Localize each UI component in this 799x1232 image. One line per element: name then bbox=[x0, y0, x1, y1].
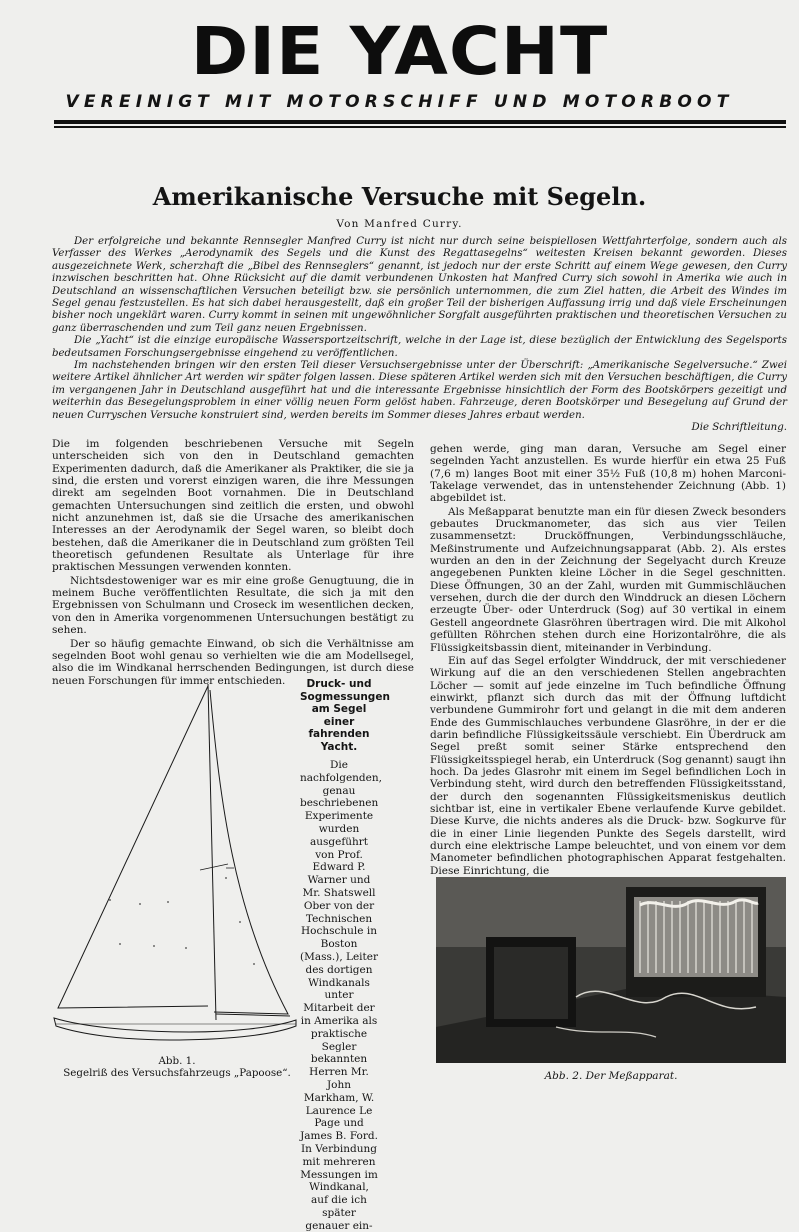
body-paragraph: Die im folgenden beschriebenen Versuche mit Segeln unterscheiden sich von den in Deutschland gemachten Experimenten dadurch, daß die Amerikaner als Praktiker, die sie ja sind, die ersten und vorerst einzigen waren, die ihre Messungen direkt am segelnden Boot vornahmen. Die in Deutschland gemachten Untersuchungen sind zeitlich die ersten, und obwohl nicht anzunehmen ist, daß sie die Ursache des amerikanischen Interesses an der Aerodynamik der Segel waren, so bleibt doch bestehen, daß die Amerikaner die in Deutschland zum größten Teil theoretisch gefundenen Resultate als Unterlage für ihre praktischen Messungen verwenden konnten. bbox=[52, 438, 414, 574]
article-byline: Von Manfred Curry. bbox=[336, 218, 463, 230]
figure2-caption: Abb. 2. Der Meßapparat. bbox=[544, 1070, 678, 1082]
body-paragraph: Der so häufig gemachte Einwand, ob sich die Verhältnisse am segelnden Boot wohl genau so verhielten wie die am Modellsegel, also die im Windkanal herrschenden Bedingungen, ist durch diese neuen Forschungen für immer entschieden. bbox=[52, 637, 414, 687]
body-paragraph: Als Meßapparat benutzte man ein für diesen Zweck besonders gebautes Druckmanometer, das sich aus vier Teilen zusammensetzt: Drucköffnungen, Verbindungsschläuche, Meßinstrumente und Aufzeichnungsapparat (Abb. 2). Als erstes wurden an den in der Zeichnung der Segelyacht durch Kreuze angegebenen Punkten kleine Löcher in die Segel geschnitten. Diese Öffnungen, 30 an der Zahl, wurden mit Gummischläuchen versehen, durch die der durch den Winddruck an diesen Löchern erzeugte Über- oder Unterdruck (Sog) auf 30 vertikal in einem Gestell angeordnete Glasröhren übertragen wird. Die mit Alkohol gefüllten Röhrchen stehen durch eine Horizontalröhre, die als Flüssigkeitsbassin dient, miteinander in Verbindung. bbox=[430, 505, 786, 654]
masthead-rule-thin bbox=[54, 126, 786, 128]
masthead bbox=[0, 14, 799, 90]
intro-paragraph: Die „Yacht“ ist die einzige europäische Wassersportzeitschrift, welche in der Lage ist, diese bezüglich der Entwicklung des Segelsports bedeutsamen Forschungsergebnisse eingehend zu veröffentlichen. bbox=[52, 335, 787, 359]
body-paragraph: Ein auf das Segel erfolgter Winddruck, der mit verschiedener Wirkung auf die an den verschiedenen Stellen angebrachten Löcher — somit auf jede einzelne im Tuch befindliche Öffnung einwirkt, pflanzt sich durch das mit der Öffnung luftdicht verbundene Gummirohr fort und gelangt in die mit dem anderen Ende des Gummischlauches verbundene Glasröhre, in der er die darin befindliche Flüssigkeitssäule verschiebt. Ein Überdruck am Segel preßt somit seiner Stärke entsprechend den Flüssigkeitsspiegel herab, ein Unterdruck (Sog genannt) saugt ihn hoch. Da jedes Glasrohr mit einem im Segel befindlichen Loch in Verbindung steht, wird durch den betreffenden Flüssigkeitsstand, der durch den sogenannten Flüssigkeitsmeniskus deutlich sichtbar ist, eine in vertikaler Ebene verlaufende Kurve gebildet. Diese Kurve, die nichts anderes als die Druck- bzw. Sogkurve für die in einer Linie liegenden Punkte des Segels darstellt, wird durch eine elektrische Lampe beleuchtet, und von einem vor dem Manometer befindlichen photographischen Apparat festgehalten. Diese Einrichtung, die bbox=[430, 654, 786, 877]
editorial-signature: Die Schriftleitung. bbox=[691, 422, 787, 434]
sidebar-paragraph: In Verbindung mit mehreren Messungen im Windkanal, auf die ich später genauer ein- bbox=[300, 1142, 378, 1232]
jib-outline bbox=[58, 686, 208, 1008]
sidebar-paragraph: Die nachfolgenden, genau beschriebenen Experimente wurden ausgeführt von Prof. Edward P. Warner und Mr. Shatswell Ober von der Technischen Hochschule in Boston (Mass.), Leiter des dortigen Windkanals unter Mitarbeit der in Amerika als praktische Segler bekannten Herren Mr. John Markham, W. Laurence Le Page und James B. Ford. bbox=[300, 759, 382, 1143]
sail-plan-figure bbox=[50, 682, 300, 1052]
right-column bbox=[430, 443, 786, 878]
masthead-title: DIE YACHT bbox=[190, 13, 609, 90]
editorial-intro bbox=[52, 236, 787, 435]
intro-paragraph: Der erfolgreiche und bekannte Rennsegler Manfred Curry ist nicht nur durch seine beispiellosen Wettfahrterfolge, sondern auch als Verfasser des Werkes „Aerodynamik des Segels und die Kunst des Regattasegelns“ weitesten Kreisen bekannt geworden. Dieses ausgezeichnete Werk, scherzhaft die „Bibel des Rennseglers“ genannt, ist jedoch nur der erste Schritt auf einem Wege gewesen, den Curry inzwischen beschritten hat. Ohne Rücksicht auf die damit verbundenen Unkosten hat Manfred Curry sich sowohl in Amerika wie auch in Deutschland an wissenschaftlichen Versuchen beteiligt bzw. sie persönlich unternommen, die zum Ziel hatten, die Arbeit des Windes im Segel genau festzustellen. Es hat sich dabei herausgestellt, daß ein großer Teil der bisherigen Auffassung irrig und daß viele Erscheinungen bisher noch ungeklärt waren. Curry kommt in seinen mit ungewöhnlicher Sorgfalt ausgeführten praktischen und theoretischen Versuchen zu ganz überraschenden und zum Teil ganz neuen Ergebnissen. bbox=[52, 236, 787, 334]
intro-paragraph: Im nachstehenden bringen wir den ersten Teil dieser Versuchsergebnisse unter der Überschrift: „Amerikanische Segelversuche.“ Zwei weitere Artikel ähnlicher Art werden wir später folgen lassen. Diese späteren Artikel werden sich mit den Versuchen beschäftigen, die Curry im vergangenen Jahr in Deutschland ausgeführt hat und die interessante Ergebnisse hinsichtlich der Form des Bootskörpers gezeitigt und weiterhin das Besegelungsproblem in einer völlig neuen Form gelöst haben. Fahrzeuge, deren Bootskörper und Besegelung auf Grund der neuen Curryschen Versuche konstruiert sind, werden bereits im Sommer dieses Jahres erbaut werden. bbox=[52, 360, 787, 421]
sidebar-column bbox=[300, 678, 390, 1232]
article-title: Amerikanische Versuche mit Segeln. bbox=[152, 182, 647, 211]
left-column bbox=[52, 438, 414, 688]
measuring-apparatus-photo bbox=[436, 877, 786, 1063]
hull-outline bbox=[54, 1018, 296, 1040]
boom-line bbox=[216, 1014, 290, 1016]
body-paragraph: gehen werde, ging man daran, Versuche am Segel einer segelnden Yacht anzustellen. Es wurde hierfür ein etwa 25 Fuß (7,6 m) langes Boot mit einer 35½ Fuß (10,8 m) hohen Marconi-Takelage verwendet, das in untenstehender Zeichnung (Abb. 1) abgebildet ist. bbox=[430, 443, 786, 505]
body-paragraph: Nichtsdestoweniger war es mir eine große Genugtuung, die in meinem Buche veröffentlichten Resultate, die sich ja mit den Ergebnissen von Schulmann und Croseck im wesentlichen decken, von den in Amerika vorgenommenen Untersuchungen bestätigt zu sehen. bbox=[52, 574, 414, 637]
figure1-caption bbox=[48, 1055, 306, 1080]
figure1-label: Abb. 1. bbox=[158, 1055, 196, 1067]
figure1-caption-text: Segelriß des Versuchsfahrzeugs „Papoose“. bbox=[63, 1067, 291, 1080]
masthead-rule-thick bbox=[54, 120, 786, 124]
masthead-subtitle: VEREINIGT MIT MOTORSCHIFF UND MOTORBOOT bbox=[65, 92, 734, 112]
mainsail-outline bbox=[210, 690, 288, 1014]
sidebar-heading: Druck- und Sogmessungen am Segel einer fahrenden Yacht. bbox=[300, 678, 390, 753]
